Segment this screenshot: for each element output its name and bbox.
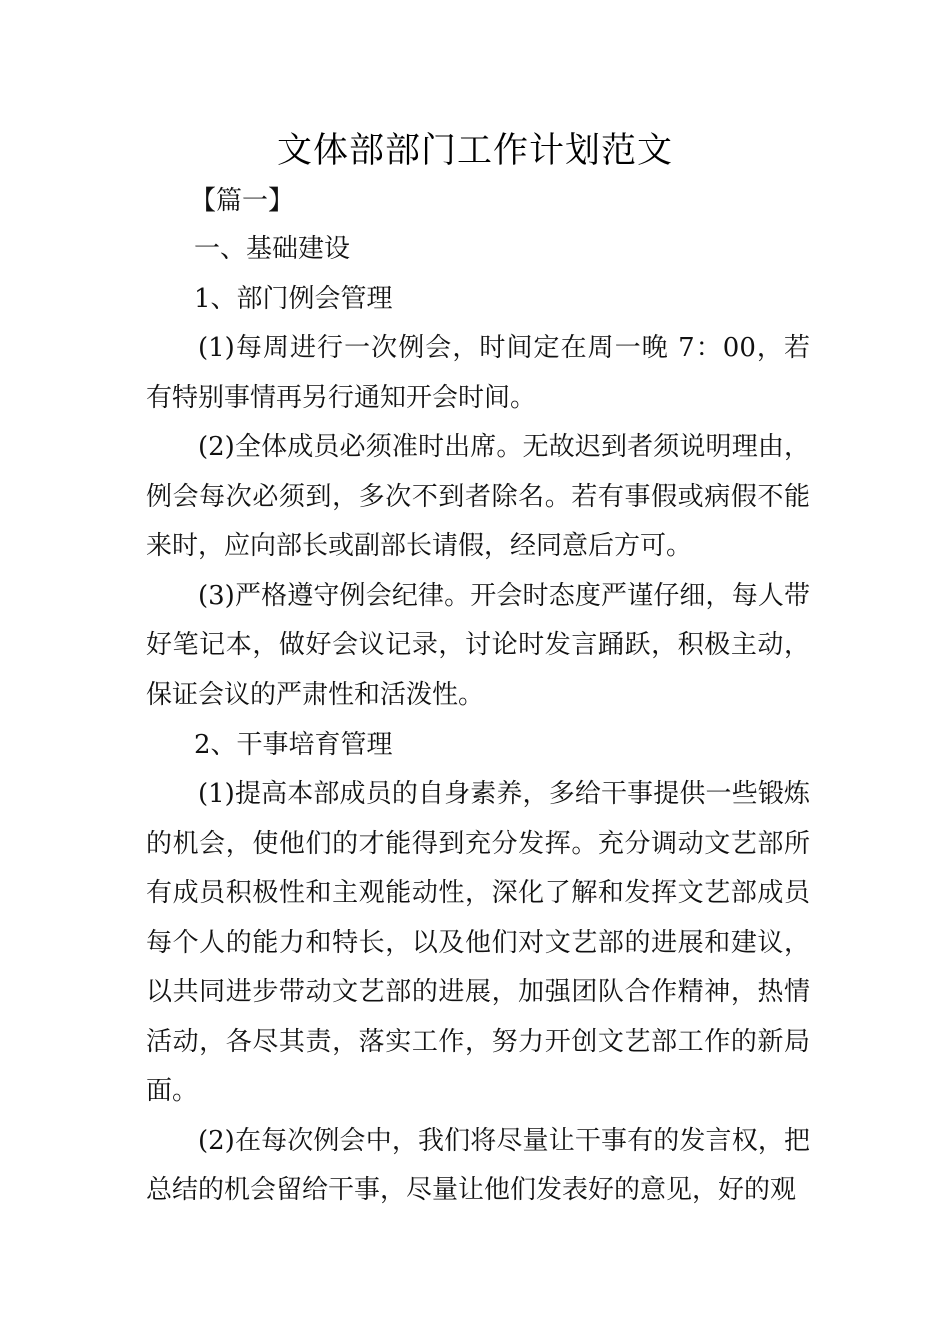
heading-basic-construction: 一、基础建设 [194, 234, 351, 264]
document-title: 文体部部门工作计划范文 [276, 131, 673, 171]
document-body [146, 178, 810, 1216]
paragraph-staff-development: (1)提高本部成员的自身素养，多给干事提供一些锻炼的机会，使他们的才能得到充分发挥。充分调动文艺部所有成员积极性和主观能动性，深化了解和发挥文艺部成员每个人的能力和特长，以及他们对文艺部的进展和建议，以共同进步带动文艺部的进展，加强团队合作精神，热情活动，各尽其责，落实工作，努力开创文艺部工作的新局面。 [146, 779, 810, 1106]
subheading-staff-training: 2、干事培育管理 [194, 730, 393, 760]
paragraph-attendance: (2)全体成员必须准时出席。无故迟到者须说明理由，例会每次必须到，多次不到者除名。若有事假或病假不能来时，应向部长或副部长请假，经同意后方可。 [146, 432, 810, 561]
paragraph-meeting-speaking: (2)在每次例会中，我们将尽量让干事有的发言权，把总结的机会留给干事，尽量让他们发表好的意见，好的观 [146, 1125, 810, 1205]
section-tag: 【篇一】 [190, 186, 295, 216]
paragraph-weekly-meeting: (1)每周进行一次例会，时间定在周一晚 7：00，若有特别事情再另行通知开会时间。 [146, 333, 810, 413]
subheading-meeting-management: 1、部门例会管理 [194, 284, 393, 314]
paragraph-meeting-discipline: (3)严格遵守例会纪律。开会时态度严谨仔细，每人带好笔记本，做好会议记录，讨论时发言踊跃，积极主动，保证会议的严肃性和活泼性。 [146, 580, 810, 710]
